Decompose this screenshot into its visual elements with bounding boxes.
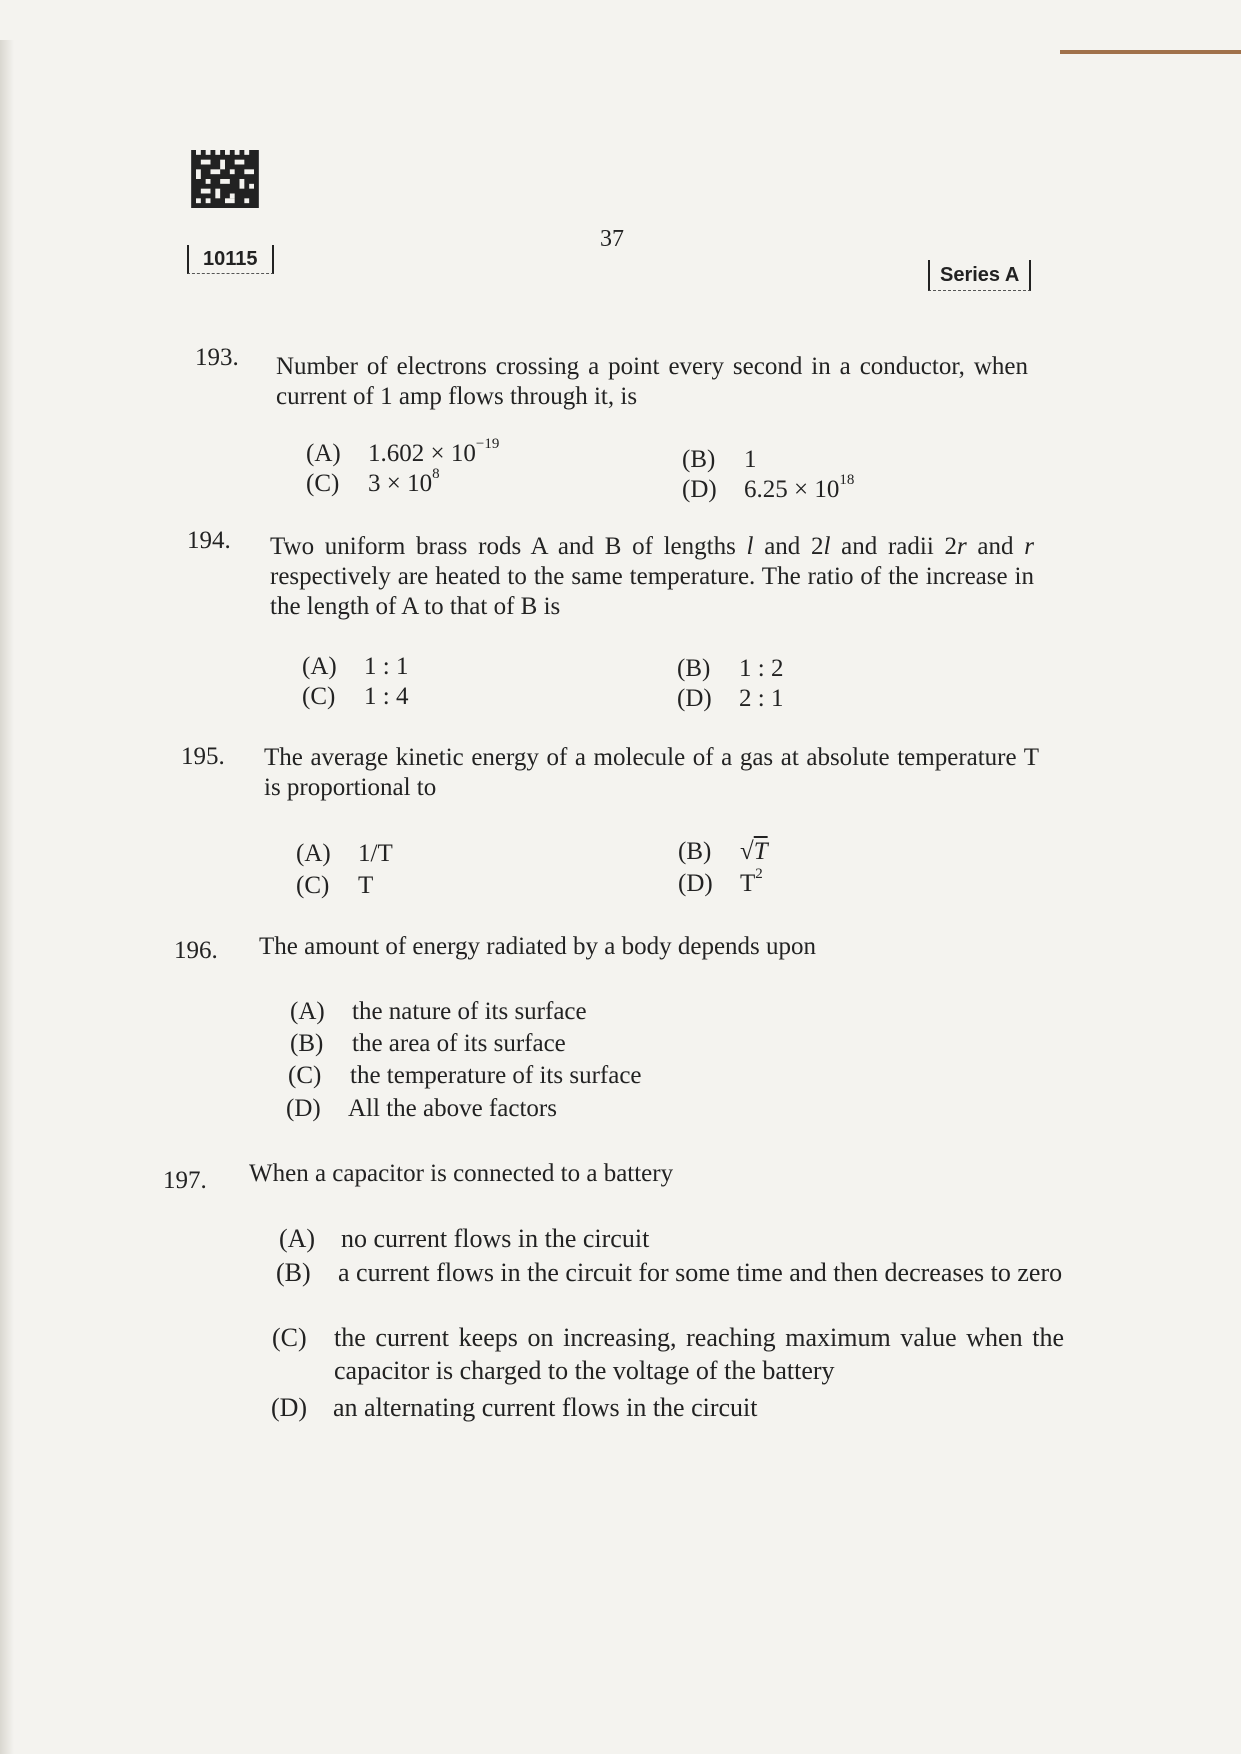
option-exponent: 18 (839, 472, 855, 488)
option-c (302, 683, 408, 711)
option-value: the nature of its surface (352, 998, 587, 1025)
option-value: 1 : 1 (364, 653, 409, 680)
question-number: 195. (181, 743, 225, 770)
option-b (276, 1256, 1066, 1326)
option-value: 3 × 10 (368, 470, 433, 497)
option-d (682, 472, 855, 504)
text-part: Two uniform brass rods A and B of lengths (270, 533, 747, 560)
option-value: 1 (744, 446, 757, 473)
option-a (290, 998, 587, 1026)
page-number: 37 (600, 226, 624, 252)
option-label: (A) (302, 653, 337, 680)
option-value: the current keeps on increasing, reaching maximum value when the capacitor is charged to the voltage of the battery (334, 1323, 1064, 1385)
option-value: 1/T (358, 840, 393, 867)
var-l: l (823, 533, 831, 560)
option-label: (A) (296, 840, 331, 867)
option-label: (B) (678, 838, 712, 865)
series-label: Series A (928, 260, 1031, 291)
option-label: (A) (279, 1224, 316, 1253)
option-label: (B) (677, 655, 711, 682)
option-label: (C) (306, 470, 340, 497)
page-edge-tear (1060, 50, 1241, 54)
sqrt-symbol: √ (740, 838, 754, 865)
var-l: l (746, 533, 754, 560)
option-label: (B) (276, 1258, 311, 1287)
question-number: 197. (163, 1167, 207, 1194)
option-d (678, 866, 763, 898)
option-label: (C) (296, 872, 330, 899)
option-value: All the above factors (348, 1095, 557, 1122)
option-value: an alternating current flows in the circuit (333, 1393, 758, 1422)
option-a (279, 1222, 1069, 1256)
option-c (296, 872, 373, 900)
option-label: (C) (302, 683, 336, 710)
option-value: T (740, 870, 756, 897)
option-d (286, 1095, 557, 1123)
option-value: 6.25 × 10 (744, 476, 840, 503)
page-edge-shadow (0, 40, 14, 1754)
question-text: The amount of energy radiated by a body depends upon (259, 933, 817, 960)
option-label: (B) (682, 446, 716, 473)
datamatrix-barcode-icon (190, 150, 260, 208)
option-label: (A) (306, 440, 341, 467)
option-d (271, 1391, 1061, 1425)
option-b (677, 655, 783, 683)
option-b (682, 446, 757, 474)
option-label: (C) (288, 1062, 322, 1089)
question-number: 194. (187, 527, 231, 554)
text-part: and radii 2 (830, 533, 957, 560)
var-r: r (1024, 533, 1034, 560)
option-value: 2 : 1 (739, 685, 784, 712)
text-part: and 2 (753, 533, 824, 560)
option-label: (A) (290, 998, 325, 1025)
text-part: and (966, 533, 1025, 560)
text-part: respectively are heated to the same temperature. The ratio of the increase in the length of A to that of B is (270, 563, 1034, 620)
option-label: (D) (678, 870, 713, 897)
option-label: (B) (290, 1030, 324, 1057)
option-exponent: 2 (755, 866, 763, 882)
question-number: 193. (195, 344, 239, 371)
option-value: the temperature of its surface (350, 1062, 642, 1089)
option-c (272, 1321, 1064, 1391)
option-value: a current flows in the circuit for some time and then decreases to zero (338, 1258, 1063, 1287)
option-c (306, 466, 440, 498)
option-a (302, 653, 408, 681)
option-a (306, 436, 500, 468)
option-value: T (753, 838, 768, 865)
option-exponent: 8 (432, 466, 440, 482)
option-value: the area of its surface (352, 1030, 566, 1057)
option-b (678, 838, 768, 866)
paper-code: 10115 (187, 245, 274, 274)
option-value: 1 : 2 (739, 655, 784, 682)
option-value: no current flows in the circuit (341, 1224, 650, 1253)
option-label: (C) (272, 1323, 307, 1352)
option-label: (D) (677, 685, 712, 712)
option-label: (D) (682, 476, 717, 503)
option-value: T (358, 872, 374, 899)
var-r: r (956, 533, 967, 560)
question-number: 196. (174, 937, 218, 964)
option-b (290, 1030, 566, 1058)
question-text: When a capacitor is connected to a battery (249, 1160, 674, 1187)
option-label: (D) (271, 1393, 308, 1422)
option-exponent: −19 (475, 436, 500, 452)
option-label: (D) (286, 1095, 321, 1122)
option-c (288, 1062, 642, 1090)
question-text (270, 532, 1034, 622)
option-a (296, 840, 393, 868)
question-text: Number of electrons crossing a point every second in a conductor, when current of 1 amp flows through it, is (276, 353, 1028, 410)
question-text: The average kinetic energy of a molecule of a gas at absolute temperature T is proportional to (264, 744, 1039, 801)
option-value: 1.602 × 10 (368, 440, 476, 467)
option-d (677, 685, 783, 713)
option-value: 1 : 4 (364, 683, 409, 710)
